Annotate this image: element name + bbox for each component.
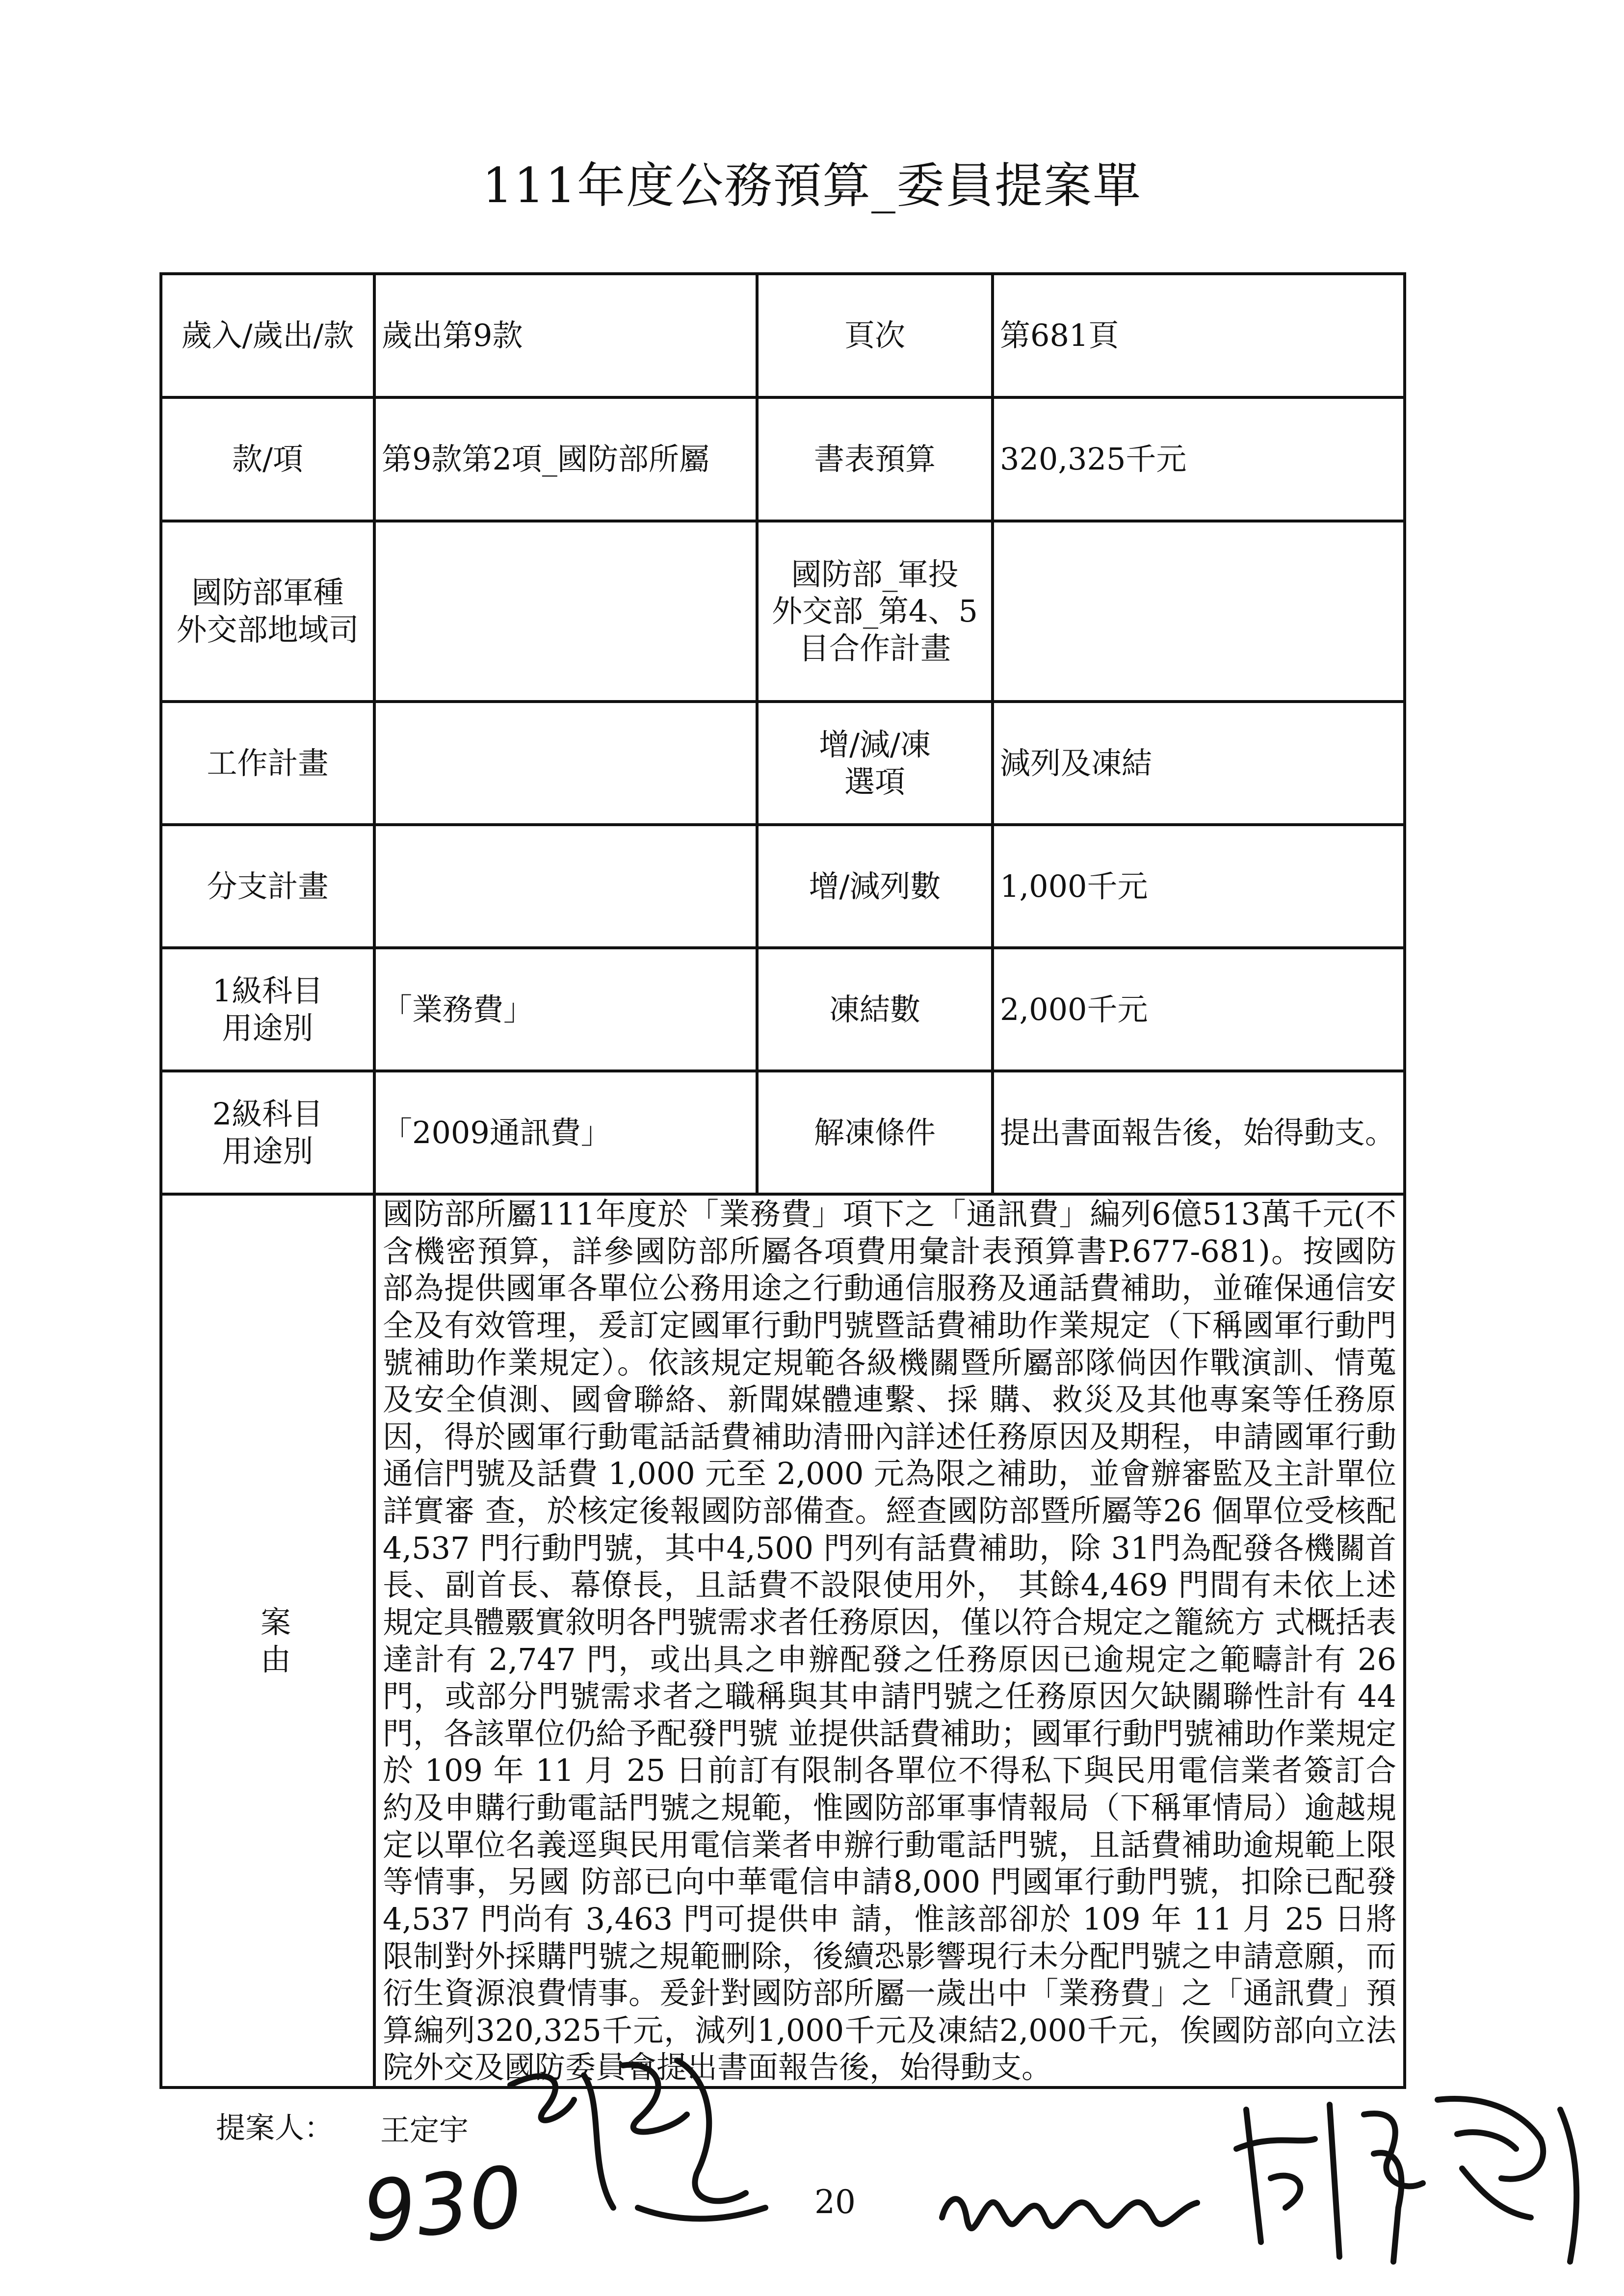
field-value (374, 825, 757, 948)
field-label: 書表預算 (757, 397, 993, 521)
field-value (993, 521, 1405, 702)
field-label: 分支計畫 (161, 825, 374, 948)
field-label: 頁次 (757, 274, 993, 397)
field-label (757, 702, 993, 825)
proposer-name: 王定宇 (380, 2113, 469, 2148)
reason-text: 國防部所屬111年度於「業務費」項下之「通訊費」編列6億513萬千元(不含機密預算，詳參國防部所屬各項費用彙計表預算書P.677-681)。按國防部為提供國軍各單位公務用途之行動通信服務及通話費補助，並確保通信安全及有效管理，爰訂定國軍行動門號暨話費補助作業規定（下稱國軍行動門號補助作業規定）。依該規定規範各級機關暨所屬部隊倘因作戰演訓、情蒐及安全偵測、國會聯絡、新聞媒體連繫、採 購、救災及其他專案等任務原因，得於國軍行動電話話費補助清冊內詳述任務原因及期程，申請國軍行動通信門號及話費 1,000 元至 2,000 元為限之補助，並會辦審監及主計單位詳實審 查，於核定後報國防部備查。經查國防部暨所屬等26 個單位受核配 4,537 門行動門號，其中4,500 門列有話費補助，除 31門為配發各機關首長、副首長、幕僚長，且話費不設限使用外， 其餘4,469 門間有未依上述規定具體覈實敘明各門號需求者任務原因，僅以符合規定之籠統方 式概括表達計有 2,747 門，或出具之申辦配發之任務原因已逾規定之範疇計有 26 門，或部分門號需求者之職稱與其申請門號之任務原因欠缺關聯性計有 44 門，各該單位仍給予配發門號 並提供話費補助；國軍行動門號補助作業規定於 109 年 11 月 25 日前訂有限制各單位不得私下與民用電信業者簽訂合約及申購行動電話門號之規範，惟國防部軍事情報局（下稱軍情局）逾越規定以單位名義逕與民用電信業者申辦行動電話門號，且話費補助逾規範上限等情事，另國 防部已向中華電信申請8,000 門國軍行動門號，扣除已配發 4,537 門尚有 3,463 門可提供申 請，惟該部卻於 109 年 11 月 25 日將限制對外採購門號之規範刪除，後續恐影響現行未分配門號之申請意願，而衍生資源浪費情事。爰針對國防部所屬一歲出中「業務費」之「通訊費」預算編列320,325千元，減列1,000千元及凍結2,000千元，俟國防部向立法院外交及國防委員會提出書面報告後，始得動支。 (374, 1194, 1405, 2087)
reason-row (161, 1194, 1405, 2087)
field-value: 2,000千元 (993, 948, 1405, 1071)
form-row (161, 397, 1405, 521)
label-line: 2級科目 (212, 1096, 323, 1132)
field-label: 歲入/歲出/款 (161, 274, 374, 397)
label-line: 國防部_軍投 (791, 556, 959, 592)
proposal-form-table (159, 272, 1406, 2089)
field-value: 減列及凍結 (993, 702, 1405, 825)
field-value: 320,325千元 (993, 397, 1405, 521)
field-label: 解凍條件 (757, 1071, 993, 1194)
field-value: 「業務費」 (374, 948, 757, 1071)
label-line: 選項 (844, 763, 905, 800)
field-label: 凍結數 (757, 948, 993, 1071)
proposer-label: 提案人： (216, 2111, 334, 2145)
field-value (374, 521, 757, 702)
field-label: 增/減列數 (757, 825, 993, 948)
label-line: 國防部軍種 (191, 574, 344, 611)
handwritten-number: 930 (358, 2148, 527, 2262)
label-line: 1級科目 (212, 972, 323, 1009)
form-row (161, 702, 1405, 825)
form-row (161, 1071, 1405, 1194)
field-value: 提出書面報告後，始得動支。 (993, 1071, 1405, 1194)
signature-3 (1227, 2080, 1599, 2286)
field-value (374, 702, 757, 825)
label-line: 目合作計畫 (798, 630, 951, 666)
field-label (161, 521, 374, 702)
field-value: 1,000千元 (993, 825, 1405, 948)
field-label (757, 521, 993, 702)
label-line: 外交部地域司 (176, 612, 359, 648)
label-line: 外交部_第4、5 (772, 593, 978, 629)
form-row (161, 274, 1405, 397)
field-label (161, 948, 374, 1071)
form-row (161, 948, 1405, 1071)
form-row (161, 825, 1405, 948)
label-line: 用途別 (222, 1133, 314, 1169)
signature-1 (491, 2046, 795, 2271)
field-label: 工作計畫 (161, 702, 374, 825)
field-label: 款/項 (161, 397, 374, 521)
form-row (161, 521, 1405, 702)
label-line: 增/減/凍 (819, 726, 931, 762)
field-value: 第681頁 (993, 274, 1405, 397)
label-line: 用途別 (222, 1010, 314, 1046)
field-value: 歲出第9款 (374, 274, 757, 397)
signature-2 (932, 2149, 1236, 2286)
field-value: 「2009通訊費」 (374, 1071, 757, 1194)
page-title: 111年度公務預算_委員提案單 (482, 158, 1142, 214)
page-number: 20 (814, 2183, 856, 2221)
field-value: 第9款第2項_國防部所屬 (374, 397, 757, 521)
field-label (161, 1071, 374, 1194)
reason-label: 案由 (161, 1194, 374, 2087)
